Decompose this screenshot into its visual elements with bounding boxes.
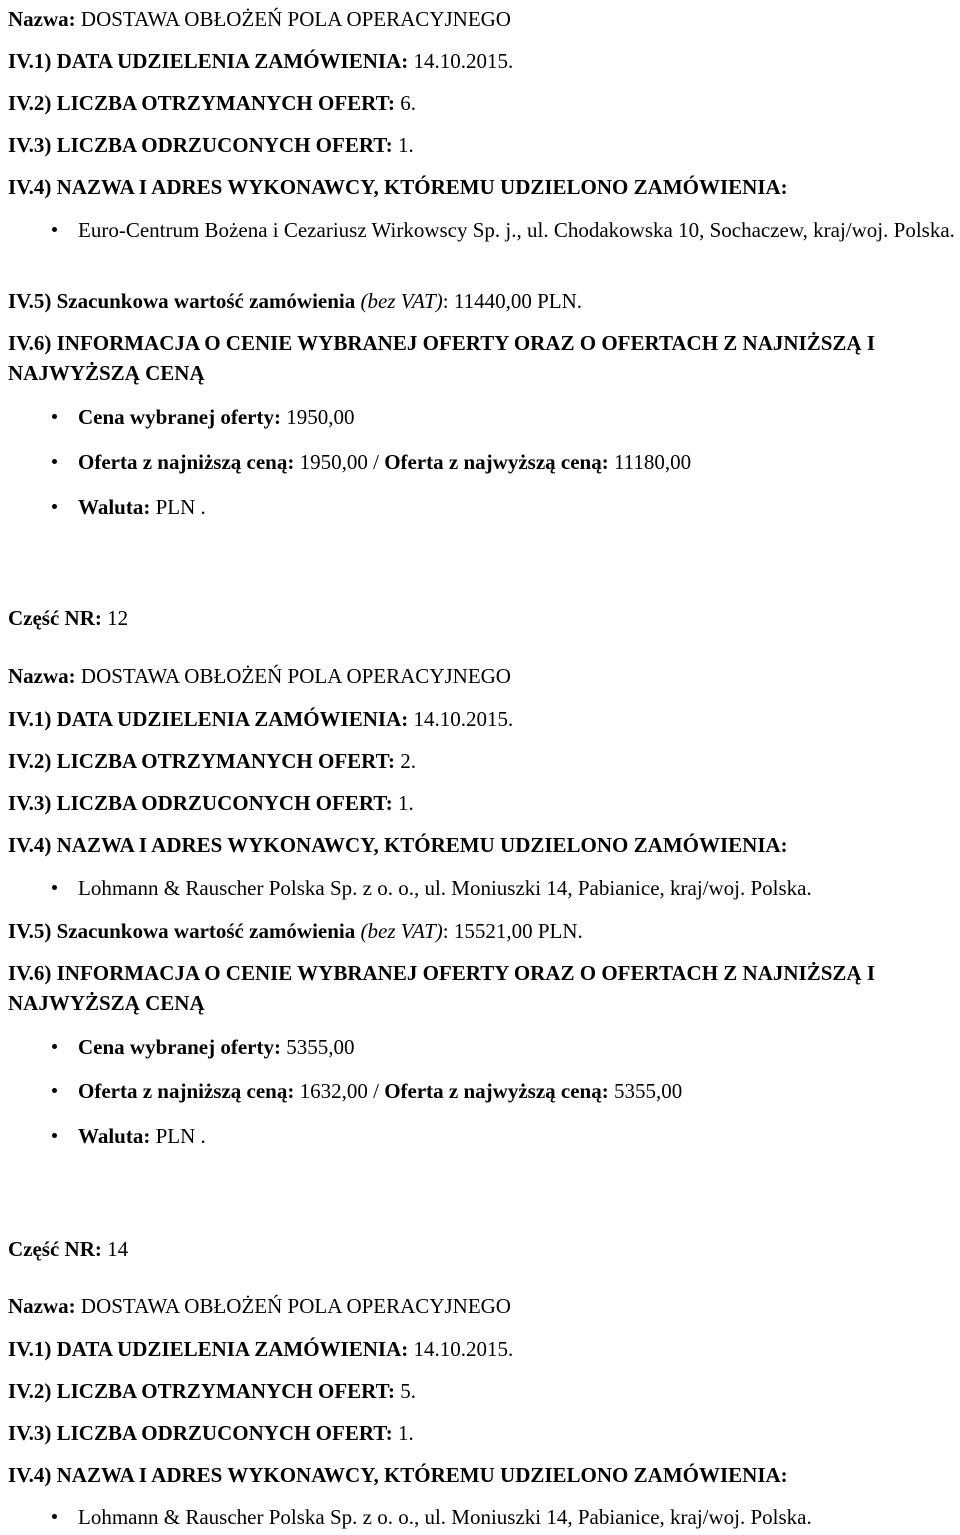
liczba-odrzuconych-label: IV.3) LICZBA ODRZUCONYCH OFERT: [8,1421,393,1445]
data-udzielenia-value: 14.10.2015. [413,707,514,731]
liczba-otrzymanych-label: IV.2) LICZBA OTRZYMANYCH OFERT: [8,749,396,773]
informacja-heading [8,328,908,388]
liczba-otrzymanych-value: 6. [400,91,417,115]
oferta-najwyzsza-value: 11180,00 [613,450,692,474]
oferta-najwyzsza-value: 5355,00 [613,1079,683,1103]
szacunkowa-line [8,916,583,946]
czesc-nr-line [8,1234,128,1264]
szacunkowa-value: : 15521,00 PLN. [442,919,583,943]
bez-vat-label: (bez VAT) [360,289,443,313]
data-udzielenia-value: 14.10.2015. [413,49,514,73]
waluta-item [38,1121,958,1151]
czesc-nr-value: 12 [107,606,129,630]
szacunkowa-label: IV.5) Szacunkowa wartość zamówienia [8,919,356,943]
nazwa-value: DOSTAWA OBŁOŻEŃ POLA OPERACYJNEGO [80,7,511,31]
nazwa-adres-label: IV.4) NAZWA I ADRES WYKONAWCY, KTÓREMU UDZIELONO ZAMÓWIENIA: [8,833,788,857]
oferta-najnizsza-value: 1632,00 [299,1079,368,1103]
oferty-item [38,1076,958,1106]
cena-wybranej-value: 5355,00 [286,1035,355,1059]
szacunkowa-label: IV.5) Szacunkowa wartość zamówienia [8,289,356,313]
data-udzielenia-line [8,1334,513,1364]
separator: / [367,450,385,474]
nazwa-value: DOSTAWA OBŁOŻEŃ POLA OPERACYJNEGO [80,664,511,688]
data-udzielenia-line [8,46,513,76]
nazwa-adres-heading [8,830,788,860]
czesc-nr-value: 14 [107,1237,129,1261]
liczba-odrzuconych-value: 1. [397,133,414,157]
cena-wybranej-item [38,402,958,432]
nazwa-label: Nazwa: [8,1294,76,1318]
nazwa-adres-label: IV.4) NAZWA I ADRES WYKONAWCY, KTÓREMU UDZIELONO ZAMÓWIENIA: [8,1463,788,1487]
czesc-nr-label: Część NR: [8,606,102,630]
liczba-odrzuconych-label: IV.3) LICZBA ODRZUCONYCH OFERT: [8,133,393,157]
wykonawca-item [38,873,958,903]
liczba-otrzymanych-value: 5. [400,1379,417,1403]
data-udzielenia-label: IV.1) DATA UDZIELENIA ZAMÓWIENIA: [8,49,409,73]
nazwa-adres-label: IV.4) NAZWA I ADRES WYKONAWCY, KTÓREMU UDZIELONO ZAMÓWIENIA: [8,175,788,199]
nazwa-label: Nazwa: [8,7,76,31]
informacja-label: IV.6) INFORMACJA O CENIE WYBRANEJ OFERTY ORAZ O OFERTACH Z NAJNIŻSZĄ I NAJWYŻSZĄ CENĄ [8,961,876,1015]
liczba-odrzuconych-line [8,130,414,160]
nazwa-label: Nazwa: [8,664,76,688]
wykonawca-text: Lohmann & Rauscher Polska Sp. z o. o., ul. Moniuszki 14, Pabianice, kraj/woj. Polska. [78,1505,812,1529]
separator: / [367,1079,385,1103]
nazwa-value: DOSTAWA OBŁOŻEŃ POLA OPERACYJNEGO [80,1294,511,1318]
liczba-otrzymanych-value: 2. [400,749,417,773]
oferta-najnizsza-label: Oferta z najniższą ceną: [78,1079,295,1103]
liczba-otrzymanych-line [8,746,416,776]
oferta-najnizsza-value: 1950,00 [299,450,368,474]
waluta-value: PLN . [155,495,206,519]
szacunkowa-line [8,286,582,316]
liczba-odrzuconych-line [8,1418,414,1448]
waluta-label: Waluta: [78,495,151,519]
liczba-otrzymanych-line [8,1376,416,1406]
oferta-najwyzsza-label: Oferta z najwyższą ceną: [384,1079,609,1103]
oferty-item [38,447,958,477]
wykonawca-item [38,215,958,245]
liczba-otrzymanych-line [8,88,416,118]
cena-wybranej-label: Cena wybranej oferty: [78,1035,281,1059]
liczba-otrzymanych-label: IV.2) LICZBA OTRZYMANYCH OFERT: [8,1379,396,1403]
cena-wybranej-label: Cena wybranej oferty: [78,405,281,429]
data-udzielenia-line [8,704,513,734]
waluta-value: PLN . [155,1124,206,1148]
nazwa-adres-heading [8,172,788,202]
informacja-label: IV.6) INFORMACJA O CENIE WYBRANEJ OFERTY ORAZ O OFERTACH Z NAJNIŻSZĄ I NAJWYŻSZĄ CENĄ [8,331,876,385]
cena-wybranej-value: 1950,00 [286,405,355,429]
data-udzielenia-label: IV.1) DATA UDZIELENIA ZAMÓWIENIA: [8,1337,409,1361]
bez-vat-label: (bez VAT) [360,919,443,943]
nazwa-line [8,1291,511,1321]
czesc-nr-line [8,603,128,633]
waluta-label: Waluta: [78,1124,151,1148]
liczba-odrzuconych-line [8,788,414,818]
informacja-heading [8,958,908,1018]
oferta-najnizsza-label: Oferta z najniższą ceną: [78,450,295,474]
waluta-item [38,492,958,522]
nazwa-line [8,4,511,34]
data-udzielenia-value: 14.10.2015. [413,1337,514,1361]
oferta-najwyzsza-label: Oferta z najwyższą ceną: [384,450,609,474]
wykonawca-item [38,1502,958,1532]
liczba-odrzuconych-label: IV.3) LICZBA ODRZUCONYCH OFERT: [8,791,393,815]
liczba-odrzuconych-value: 1. [397,791,414,815]
data-udzielenia-label: IV.1) DATA UDZIELENIA ZAMÓWIENIA: [8,707,409,731]
liczba-odrzuconych-value: 1. [397,1421,414,1445]
wykonawca-text: Lohmann & Rauscher Polska Sp. z o. o., ul. Moniuszki 14, Pabianice, kraj/woj. Polska. [78,876,812,900]
wykonawca-text: Euro-Centrum Bożena i Cezariusz Wirkowscy Sp. j., ul. Chodakowska 10, Sochaczew, kraj/woj. Polska. [78,218,955,242]
liczba-otrzymanych-label: IV.2) LICZBA OTRZYMANYCH OFERT: [8,91,396,115]
cena-wybranej-item [38,1032,958,1062]
czesc-nr-label: Część NR: [8,1237,102,1261]
nazwa-line [8,661,511,691]
nazwa-adres-heading [8,1460,788,1490]
szacunkowa-value: : 11440,00 PLN. [442,289,582,313]
